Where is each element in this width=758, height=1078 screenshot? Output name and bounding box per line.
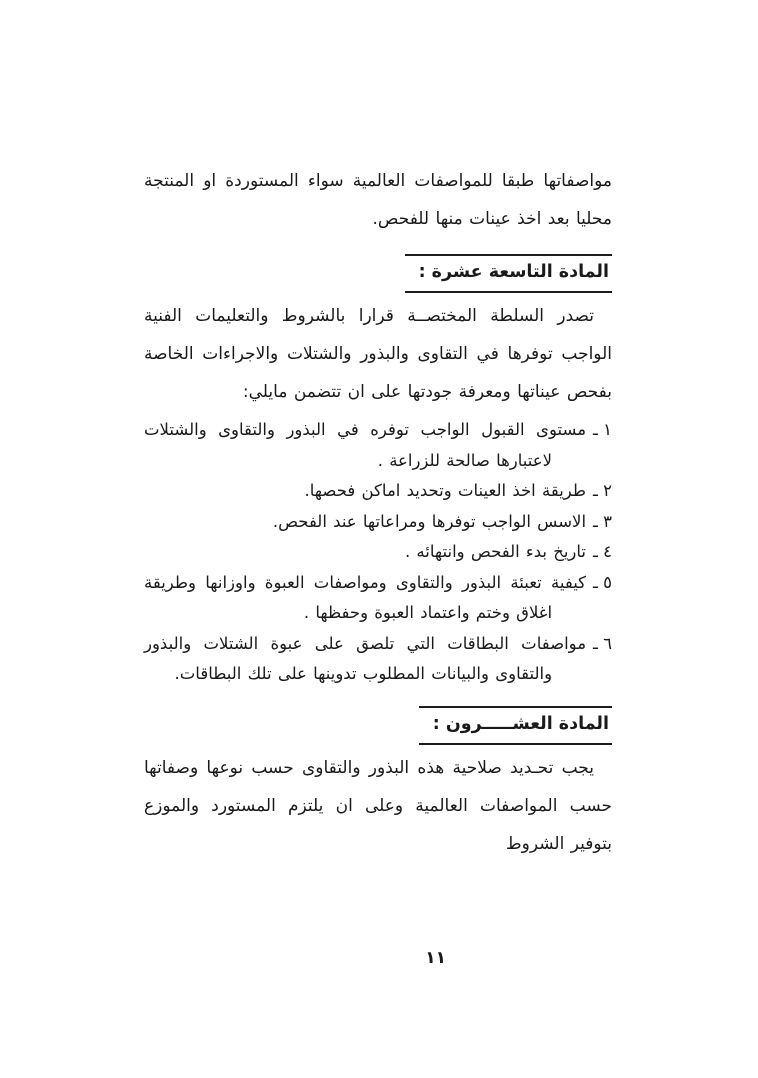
article-20-heading-wrap (144, 706, 612, 745)
list-item-5-number: ٥ ـ (593, 572, 612, 592)
list-item-6-text: مواصفات البطاقات التي تلصق على عبوة الشتلات والبذور والتقاوى والبيانات المطلوب تدوينها على تلك البطاقات. (144, 633, 587, 683)
list-item-5 (144, 568, 612, 629)
list-item-6 (144, 629, 612, 690)
list-item-3-number: ٣ ـ (593, 511, 612, 531)
list-item-2 (144, 476, 612, 507)
page-number: ١١ (425, 948, 446, 968)
article-19-heading-wrap (144, 254, 612, 293)
list-item-2-text: طريقة اخذ العينات وتحديد اماكن فحصها. (304, 481, 587, 500)
list-item-6-number: ٦ ـ (593, 633, 612, 653)
list-item-4 (144, 537, 612, 568)
list-item-4-text: تاريخ بدء الفحص وانتهائه . (404, 542, 587, 561)
list-item-3-text: الاسس الواجب توفرها ومراعاتها عند الفحص. (272, 511, 587, 531)
list-item-5-text: كيفية تعبئة البذور والتقاوى ومواصفات العبوة واوزانها وطريقة اغلاق وختم واعتماد العبوة وحفظها . (144, 572, 587, 622)
list-item-3 (144, 507, 612, 538)
list-item-1-text: مستوى القبول الواجب توفره في البذور والتقاوى والشتلات لاعتبارها صالحة للزراعة . (144, 420, 587, 470)
article-20-paragraph: يجب تحـديد صلاحية هذه البذور والتقاوى حسب نوعها وصفاتها حسب المواصفات العالمية وعلى ان يلتزم المستورد والموزع بتوفير الشروط (144, 757, 612, 854)
article-19-paragraph: تصدر السلطة المختصــة قرارا بالشروط والتعليمات الفنية الواجب توفرها في التقاوى والبذور والشتلات والاجراءات الخاصة بفحص عيناتها ومعرفة جودتها على ان تتضمن مايلي: (144, 306, 612, 402)
list-item-2-number: ٢ ـ (593, 481, 612, 500)
intro-paragraph: مواصفاتها طبقا للمواصفات العالمية سواء المستوردة او المنتجة محليا بعد اخذ عينات منها للفحص. (144, 171, 612, 229)
list-item-1 (144, 415, 612, 476)
article-19-list (144, 415, 612, 690)
article-20-heading: المادة العشـــــرون : (419, 706, 612, 745)
list-item-1-number: ١ ـ (593, 420, 612, 439)
text-block (144, 162, 612, 863)
article-19-heading: المادة التاسعة عشرة : (405, 254, 612, 293)
list-item-4-number: ٤ ـ (593, 542, 612, 561)
